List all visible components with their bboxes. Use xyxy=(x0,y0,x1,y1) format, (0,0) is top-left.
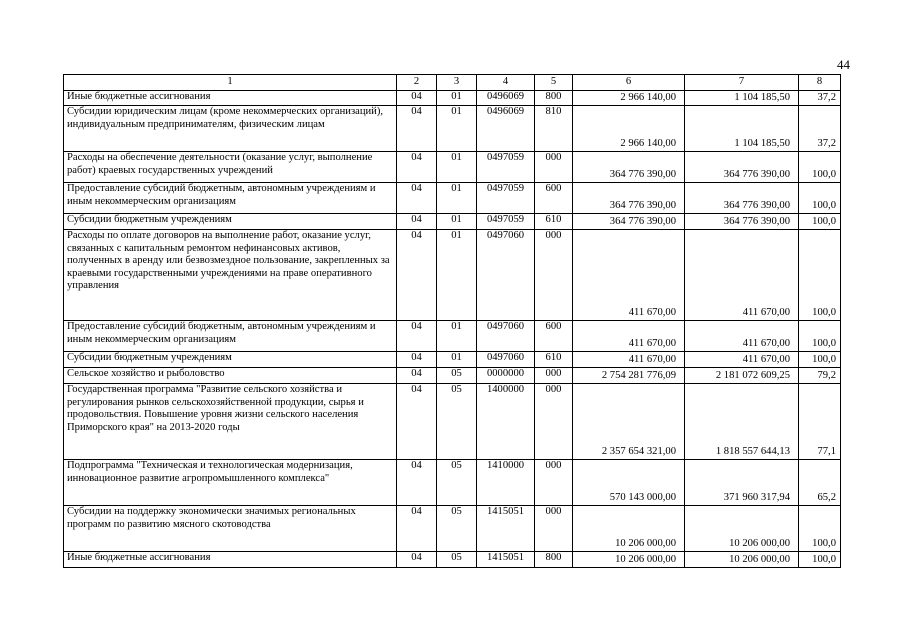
row-percent-cell: 100,0 xyxy=(799,152,841,183)
row-actual-cell: 411 670,00 xyxy=(685,321,799,352)
table-row xyxy=(64,368,841,384)
row-code-cell: 05 xyxy=(437,552,477,568)
row-name-cell: Расходы по оплате договоров на выполнение работ, оказание услуг, связанных с капитальным ремонтом нефинансовых активов, полученных в аренду или безвозмездное пользование, закрепленных за краевыми государственными учреждениями на праве оперативного управления xyxy=(64,230,397,321)
row-percent-cell: 79,2 xyxy=(799,368,841,384)
row-planned-cell: 364 776 390,00 xyxy=(573,214,685,230)
row-percent-cell: 65,2 xyxy=(799,460,841,506)
row-actual-cell: 1 818 557 644,13 xyxy=(685,384,799,460)
page-number: 44 xyxy=(837,57,850,72)
table-row xyxy=(64,506,841,552)
table-row xyxy=(64,152,841,183)
row-code-cell: 800 xyxy=(535,91,573,106)
table-row xyxy=(64,230,841,321)
row-planned-cell: 2 966 140,00 xyxy=(573,91,685,106)
row-percent-cell: 77,1 xyxy=(799,384,841,460)
row-code-cell: 04 xyxy=(397,368,437,384)
row-code-cell: 0497060 xyxy=(477,230,535,321)
row-actual-cell: 411 670,00 xyxy=(685,352,799,368)
row-code-cell: 000 xyxy=(535,460,573,506)
row-actual-cell: 10 206 000,00 xyxy=(685,552,799,568)
row-percent-cell: 100,0 xyxy=(799,552,841,568)
table-row xyxy=(64,321,841,352)
row-code-cell: 04 xyxy=(397,352,437,368)
row-code-cell: 1400000 xyxy=(477,384,535,460)
table-row xyxy=(64,106,841,152)
table-row xyxy=(64,384,841,460)
row-planned-cell: 10 206 000,00 xyxy=(573,506,685,552)
row-code-cell: 04 xyxy=(397,230,437,321)
row-percent-cell: 37,2 xyxy=(799,91,841,106)
row-percent-cell: 100,0 xyxy=(799,506,841,552)
row-code-cell: 000 xyxy=(535,152,573,183)
row-code-cell: 04 xyxy=(397,214,437,230)
table-row xyxy=(64,183,841,214)
row-percent-cell: 100,0 xyxy=(799,230,841,321)
row-planned-cell: 2 754 281 776,09 xyxy=(573,368,685,384)
row-percent-cell: 100,0 xyxy=(799,214,841,230)
row-code-cell: 0496069 xyxy=(477,91,535,106)
row-code-cell: 01 xyxy=(437,152,477,183)
row-code-cell: 04 xyxy=(397,183,437,214)
row-code-cell: 000 xyxy=(535,368,573,384)
row-code-cell: 04 xyxy=(397,552,437,568)
row-code-cell: 1415051 xyxy=(477,552,535,568)
row-name-cell: Иные бюджетные ассигнования xyxy=(64,91,397,106)
row-code-cell: 810 xyxy=(535,106,573,152)
row-code-cell: 1410000 xyxy=(477,460,535,506)
row-code-cell: 0497059 xyxy=(477,214,535,230)
row-code-cell: 01 xyxy=(437,214,477,230)
row-code-cell: 05 xyxy=(437,506,477,552)
row-planned-cell: 2 357 654 321,00 xyxy=(573,384,685,460)
row-name-cell: Сельское хозяйство и рыболовство xyxy=(64,368,397,384)
table-row xyxy=(64,214,841,230)
row-code-cell: 600 xyxy=(535,321,573,352)
row-name-cell: Субсидии бюджетным учреждениям xyxy=(64,214,397,230)
row-actual-cell: 411 670,00 xyxy=(685,230,799,321)
row-planned-cell: 570 143 000,00 xyxy=(573,460,685,506)
row-code-cell: 000 xyxy=(535,506,573,552)
header-cell: 1 xyxy=(64,75,397,91)
header-cell: 5 xyxy=(535,75,573,91)
row-code-cell: 04 xyxy=(397,152,437,183)
row-percent-cell: 100,0 xyxy=(799,352,841,368)
table-row xyxy=(64,460,841,506)
row-actual-cell: 10 206 000,00 xyxy=(685,506,799,552)
row-name-cell: Субсидии бюджетным учреждениям xyxy=(64,352,397,368)
row-code-cell: 000 xyxy=(535,230,573,321)
row-actual-cell: 1 104 185,50 xyxy=(685,91,799,106)
row-code-cell: 800 xyxy=(535,552,573,568)
row-percent-cell: 100,0 xyxy=(799,321,841,352)
row-code-cell: 04 xyxy=(397,321,437,352)
row-name-cell: Подпрограмма "Техническая и технологическая модернизация, инновационное развитие агропромышленного комплекса" xyxy=(64,460,397,506)
row-percent-cell: 100,0 xyxy=(799,183,841,214)
row-code-cell: 01 xyxy=(437,230,477,321)
header-cell: 7 xyxy=(685,75,799,91)
row-planned-cell: 10 206 000,00 xyxy=(573,552,685,568)
table-row xyxy=(64,552,841,568)
header-cell: 2 xyxy=(397,75,437,91)
row-percent-cell: 37,2 xyxy=(799,106,841,152)
row-actual-cell: 1 104 185,50 xyxy=(685,106,799,152)
row-code-cell: 04 xyxy=(397,106,437,152)
row-code-cell: 01 xyxy=(437,106,477,152)
row-code-cell: 01 xyxy=(437,321,477,352)
row-code-cell: 01 xyxy=(437,91,477,106)
row-planned-cell: 411 670,00 xyxy=(573,321,685,352)
row-planned-cell: 411 670,00 xyxy=(573,230,685,321)
header-cell: 6 xyxy=(573,75,685,91)
row-code-cell: 600 xyxy=(535,183,573,214)
row-code-cell: 04 xyxy=(397,506,437,552)
row-code-cell: 04 xyxy=(397,460,437,506)
row-actual-cell: 364 776 390,00 xyxy=(685,214,799,230)
header-row xyxy=(64,75,841,91)
budget-table xyxy=(63,74,841,568)
row-code-cell: 01 xyxy=(437,183,477,214)
row-actual-cell: 2 181 072 609,25 xyxy=(685,368,799,384)
row-code-cell: 610 xyxy=(535,214,573,230)
row-actual-cell: 364 776 390,00 xyxy=(685,152,799,183)
row-planned-cell: 2 966 140,00 xyxy=(573,106,685,152)
row-code-cell: 000 xyxy=(535,384,573,460)
row-code-cell: 0496069 xyxy=(477,106,535,152)
row-actual-cell: 364 776 390,00 xyxy=(685,183,799,214)
header-cell: 8 xyxy=(799,75,841,91)
row-actual-cell: 371 960 317,94 xyxy=(685,460,799,506)
row-code-cell: 610 xyxy=(535,352,573,368)
row-planned-cell: 364 776 390,00 xyxy=(573,152,685,183)
row-code-cell: 05 xyxy=(437,384,477,460)
table-row xyxy=(64,352,841,368)
row-code-cell: 0497059 xyxy=(477,183,535,214)
row-name-cell: Предоставление субсидий бюджетным, автономным учреждениям и иным некоммерческим организациям xyxy=(64,321,397,352)
row-planned-cell: 411 670,00 xyxy=(573,352,685,368)
row-name-cell: Предоставление субсидий бюджетным, автономным учреждениям и иным некоммерческим организациям xyxy=(64,183,397,214)
row-code-cell: 0497060 xyxy=(477,352,535,368)
table-row xyxy=(64,91,841,106)
header-cell: 3 xyxy=(437,75,477,91)
row-name-cell: Субсидии юридическим лицам (кроме некоммерческих организаций), индивидуальным предпринимателям, физическим лицам xyxy=(64,106,397,152)
row-code-cell: 05 xyxy=(437,460,477,506)
row-code-cell: 0497059 xyxy=(477,152,535,183)
row-code-cell: 0000000 xyxy=(477,368,535,384)
row-name-cell: Расходы на обеспечение деятельности (оказание услуг, выполнение работ) краевых государственных учреждений xyxy=(64,152,397,183)
row-code-cell: 1415051 xyxy=(477,506,535,552)
row-name-cell: Субсидии на поддержку экономически значимых региональных программ по развитию мясного скотоводства xyxy=(64,506,397,552)
row-code-cell: 0497060 xyxy=(477,321,535,352)
table-body xyxy=(64,75,841,568)
row-code-cell: 04 xyxy=(397,91,437,106)
row-name-cell: Государственная программа "Развитие сельского хозяйства и регулирования рынков сельскохозяйственной продукции, сырья и продовольствия. Повышение уровня жизни сельского населения Приморского края" на 2013-2020 годы xyxy=(64,384,397,460)
row-code-cell: 04 xyxy=(397,384,437,460)
row-code-cell: 01 xyxy=(437,352,477,368)
row-planned-cell: 364 776 390,00 xyxy=(573,183,685,214)
row-code-cell: 05 xyxy=(437,368,477,384)
header-cell: 4 xyxy=(477,75,535,91)
row-name-cell: Иные бюджетные ассигнования xyxy=(64,552,397,568)
